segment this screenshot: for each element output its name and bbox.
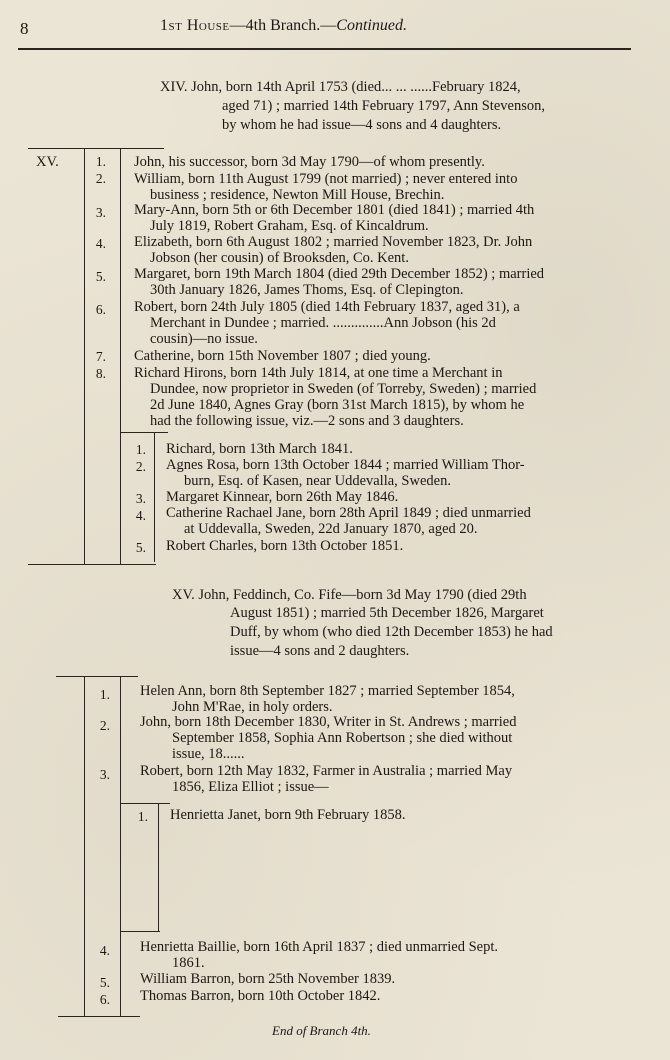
running-title-continued: Continued. [336, 17, 407, 34]
child-entry-line: Jobson (her cousin) of Brooksden, Co. Kent. [150, 250, 409, 266]
child-number: 6. [95, 302, 106, 317]
gen1-vertical-line-2 [120, 148, 121, 564]
child-entry-line: 1856, Eliza Elliot ; issue— [172, 779, 329, 795]
grandchild-entry-line: at Uddevalla, Sweden, 22d January 1870, aged 20. [184, 521, 478, 537]
child-entry-line: Richard Hirons, born 14th July 1814, at one time a Merchant in [134, 365, 503, 381]
child-number: 3. [99, 767, 110, 782]
section1-line3: by whom he had issue—4 sons and 4 daughters. [222, 117, 502, 133]
gen2-top-rule [56, 676, 138, 677]
child-number: 5. [99, 975, 110, 990]
child-number: 2. [95, 171, 106, 186]
section2-line4: issue—4 sons and 2 daughters. [230, 643, 410, 659]
grandchild-entry-line: Agnes Rosa, born 13th October 1844 ; married William Thor- [166, 457, 525, 473]
gen1-roman: XV. [36, 154, 59, 170]
gen1-grandchildren-rule [120, 432, 168, 433]
child-entry-line: William, born 11th August 1799 (not married) ; never entered into [134, 171, 518, 187]
child-entry-line: Margaret, born 19th March 1804 (died 29th December 1852) ; married [134, 266, 545, 282]
grandchild-number: 5. [135, 540, 146, 555]
child-entry-line: Merchant in Dundee ; married. ..............Ann Jobson (his 2d [150, 315, 496, 331]
section2-line3: Duff, by whom (who died 12th December 1853) he had [230, 624, 553, 640]
child-number: 7. [95, 349, 106, 364]
gen2-grandchildren-line [158, 803, 159, 931]
gen1-top-rule [28, 148, 164, 149]
child-number: 4. [99, 943, 110, 958]
child-entry-line: Robert, born 24th July 1805 (died 14th February 1837, aged 31), a [134, 299, 520, 315]
section1-line2: aged 71) ; married 14th February 1797, Ann Stevenson, [222, 98, 545, 114]
gen2-grandchildren-bottom-rule [120, 931, 160, 932]
gen1-bottom-rule [28, 564, 156, 565]
child-number: 4. [95, 236, 106, 251]
grandchild-number: 2. [135, 459, 146, 474]
grandchild-entry-line: Margaret Kinnear, born 26th May 1846. [166, 489, 399, 505]
child-number: 2. [99, 718, 110, 733]
child-number: 1. [95, 154, 106, 169]
child-entry-line: 2d June 1840, Agnes Gray (born 31st March 1815), by whom he [150, 397, 525, 413]
child-entry-line: Mary-Ann, born 5th or 6th December 1801 (died 1841) ; married 4th [134, 202, 535, 218]
grandchild-entry-line: burn, Esq. of Kasen, near Uddevalla, Sweden. [184, 473, 451, 489]
child-entry-line: issue, 18...... [172, 746, 245, 762]
section1-line1: XIV. John, born 14th April 1753 (died... ... ......February 1824, [160, 79, 521, 95]
gen2-bottom-rule [58, 1016, 140, 1017]
grandchild-entry-line: Catherine Rachael Jane, born 28th April 1849 ; died unmarried [166, 505, 531, 521]
child-entry-line: John, his successor, born 3d May 1790—of whom presently. [134, 154, 485, 170]
grandchild-number: 4. [135, 508, 146, 523]
grandchild-number: 1. [135, 442, 146, 457]
grandchild-entry-line: Richard, born 13th March 1841. [166, 441, 353, 457]
child-number: 3. [95, 205, 106, 220]
child-entry-line: September 1858, Sophia Ann Robertson ; she died without [172, 730, 513, 746]
child-entry-line: 1861. [172, 955, 205, 971]
grandchild-number: 3. [135, 491, 146, 506]
child-entry-line: William Barron, born 25th November 1839. [140, 971, 396, 987]
child-entry-line: 30th January 1826, James Thoms, Esq. of Clepington. [150, 282, 464, 298]
gen2-vertical-line-2 [120, 676, 121, 1016]
child-entry-line: Dundee, now proprietor in Sweden (of Torreby, Sweden) ; married [150, 381, 537, 397]
child-entry-line: Thomas Barron, born 10th October 1842. [140, 988, 381, 1004]
section2-line1: XV. John, Feddinch, Co. Fife—born 3d May 1790 (died 29th [172, 587, 527, 603]
child-entry-line: cousin)—no issue. [150, 331, 258, 347]
child-entry-line: Robert, born 12th May 1832, Farmer in Australia ; married May [140, 763, 513, 779]
grandchild-entry-line: Robert Charles, born 13th October 1851. [166, 538, 404, 554]
grandchild-entry-line: Henrietta Janet, born 9th February 1858. [170, 807, 406, 823]
page-number: 8 [20, 19, 29, 38]
running-title [160, 18, 407, 34]
gen2-vertical-line [84, 676, 85, 1016]
running-title-house: 1st House [160, 17, 230, 34]
child-number: 6. [99, 992, 110, 1007]
gen1-grandchildren-line [154, 432, 155, 562]
child-entry-line: Henrietta Baillie, born 16th April 1837 ; died unmarried Sept. [140, 939, 498, 955]
child-number: 8. [95, 366, 106, 381]
header-rule [18, 48, 631, 50]
child-number: 1. [99, 687, 110, 702]
running-title-branch: —4th Branch.— [229, 17, 337, 34]
end-of-branch: End of Branch 4th. [272, 1023, 371, 1038]
child-entry-line: John M'Rae, in holy orders. [172, 699, 333, 715]
gen2-grandchildren-rule [120, 803, 170, 804]
child-entry-line: business ; residence, Newton Mill House, Brechin. [150, 187, 445, 203]
child-entry-line: Catherine, born 15th November 1807 ; died young. [134, 348, 431, 364]
child-entry-line: Elizabeth, born 6th August 1802 ; married November 1823, Dr. John [134, 234, 533, 250]
child-entry-line: had the following issue, viz.—2 sons and 3 daughters. [150, 413, 464, 429]
child-entry-line: July 1819, Robert Graham, Esq. of Kincaldrum. [150, 218, 429, 234]
child-entry-line: Helen Ann, born 8th September 1827 ; married September 1854, [140, 683, 515, 699]
child-entry-line: John, born 18th December 1830, Writer in St. Andrews ; married [140, 714, 517, 730]
section2-line2: August 1851) ; married 5th December 1826, Margaret [230, 605, 544, 621]
grandchild-number: 1. [137, 809, 148, 824]
child-number: 5. [95, 269, 106, 284]
